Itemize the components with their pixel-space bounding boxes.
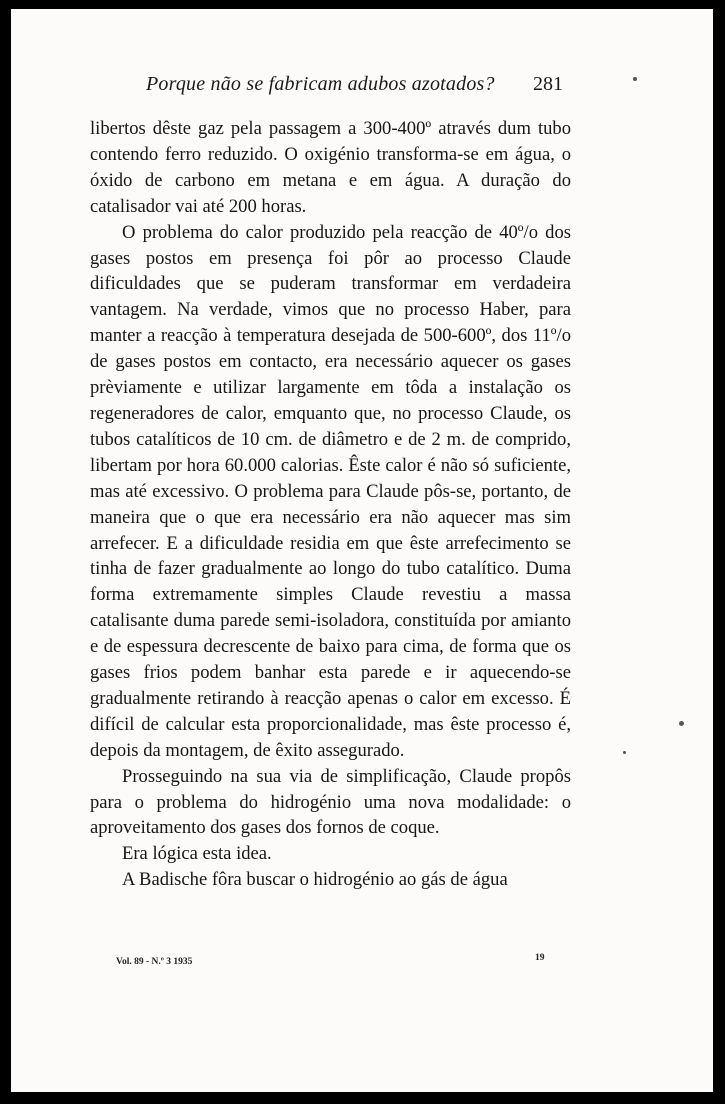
paragraph-5: A Badische fôra buscar o hidrogénio ao gás de água [122, 869, 508, 891]
running-title: Porque não se fabricam adubos azotados? [146, 73, 495, 95]
body-text [90, 116, 571, 893]
page-sheet [11, 9, 713, 1092]
page-footer [11, 953, 713, 973]
running-header [11, 73, 713, 103]
paragraph-3: Prosseguindo na sua via de simplificação, Claude propôs para o problema do hidrogénio uma nova modalidade: o aproveitamento dos gases dos fornos de coque. [90, 765, 571, 839]
paragraph-4: Era lógica esta idea. [122, 843, 272, 865]
scan-speck [679, 721, 684, 726]
scan-speck [633, 77, 637, 81]
scan-speck [623, 751, 626, 754]
volume-line: Vol. 89 - N.º 3 1935 [116, 957, 193, 967]
paragraph-2: O problema do calor produzido pela reacção de 40º/o dos gases postos em presença foi pôr ao processo Claude dificuldades que se puderam transformar em verdadeira vantagem. Na verdade, vimos que no processo Haber, para manter a reacção à temperatura desejada de 500-600º, dos 11º/o de gases postos em contacto, era necessário aquecer os gases prèviamente e utilizar largamente em tôda a instalação os regeneradores de calor, emquanto que, no processo Claude, os tubos catalíticos de 10 cm. de diâmetro e de 2 m. de comprido, libertam por hora 60.000 calorias. Êste calor é não só suficiente, mas até excessivo. O problema para Claude pôs-se, portanto, de maneira que o que era necessário era não aquecer mas sim arrefecer. E a dificuldade residia em que êste arrefecimento se tinha de fazer gradualmente ao longo do tubo catalítico. Duma forma extremamente simples Claude revestiu a massa catalisante duma parede semi-isoladora, constituída por amianto e de espessura decrescente de baixo para cima, de forma que os gases frios podem banhar esta parede e ir aquecendo-se gradualmente retirando à reacção apenas o calor em excesso. É difícil de calcular esta proporcionalidade, mas êste processo é, depois da montagem, de êxito assegurado. [90, 221, 571, 761]
paragraph-1: libertos dêste gaz pela passagem a 300-400º através dum tubo contendo ferro reduzido. O oxigénio transforma-se em água, o óxido de carbono em metana e em água. A duração do catalisador vai até 200 horas. [90, 118, 571, 217]
page-number: 281 [533, 73, 563, 95]
signature-mark: 19 [535, 953, 545, 963]
